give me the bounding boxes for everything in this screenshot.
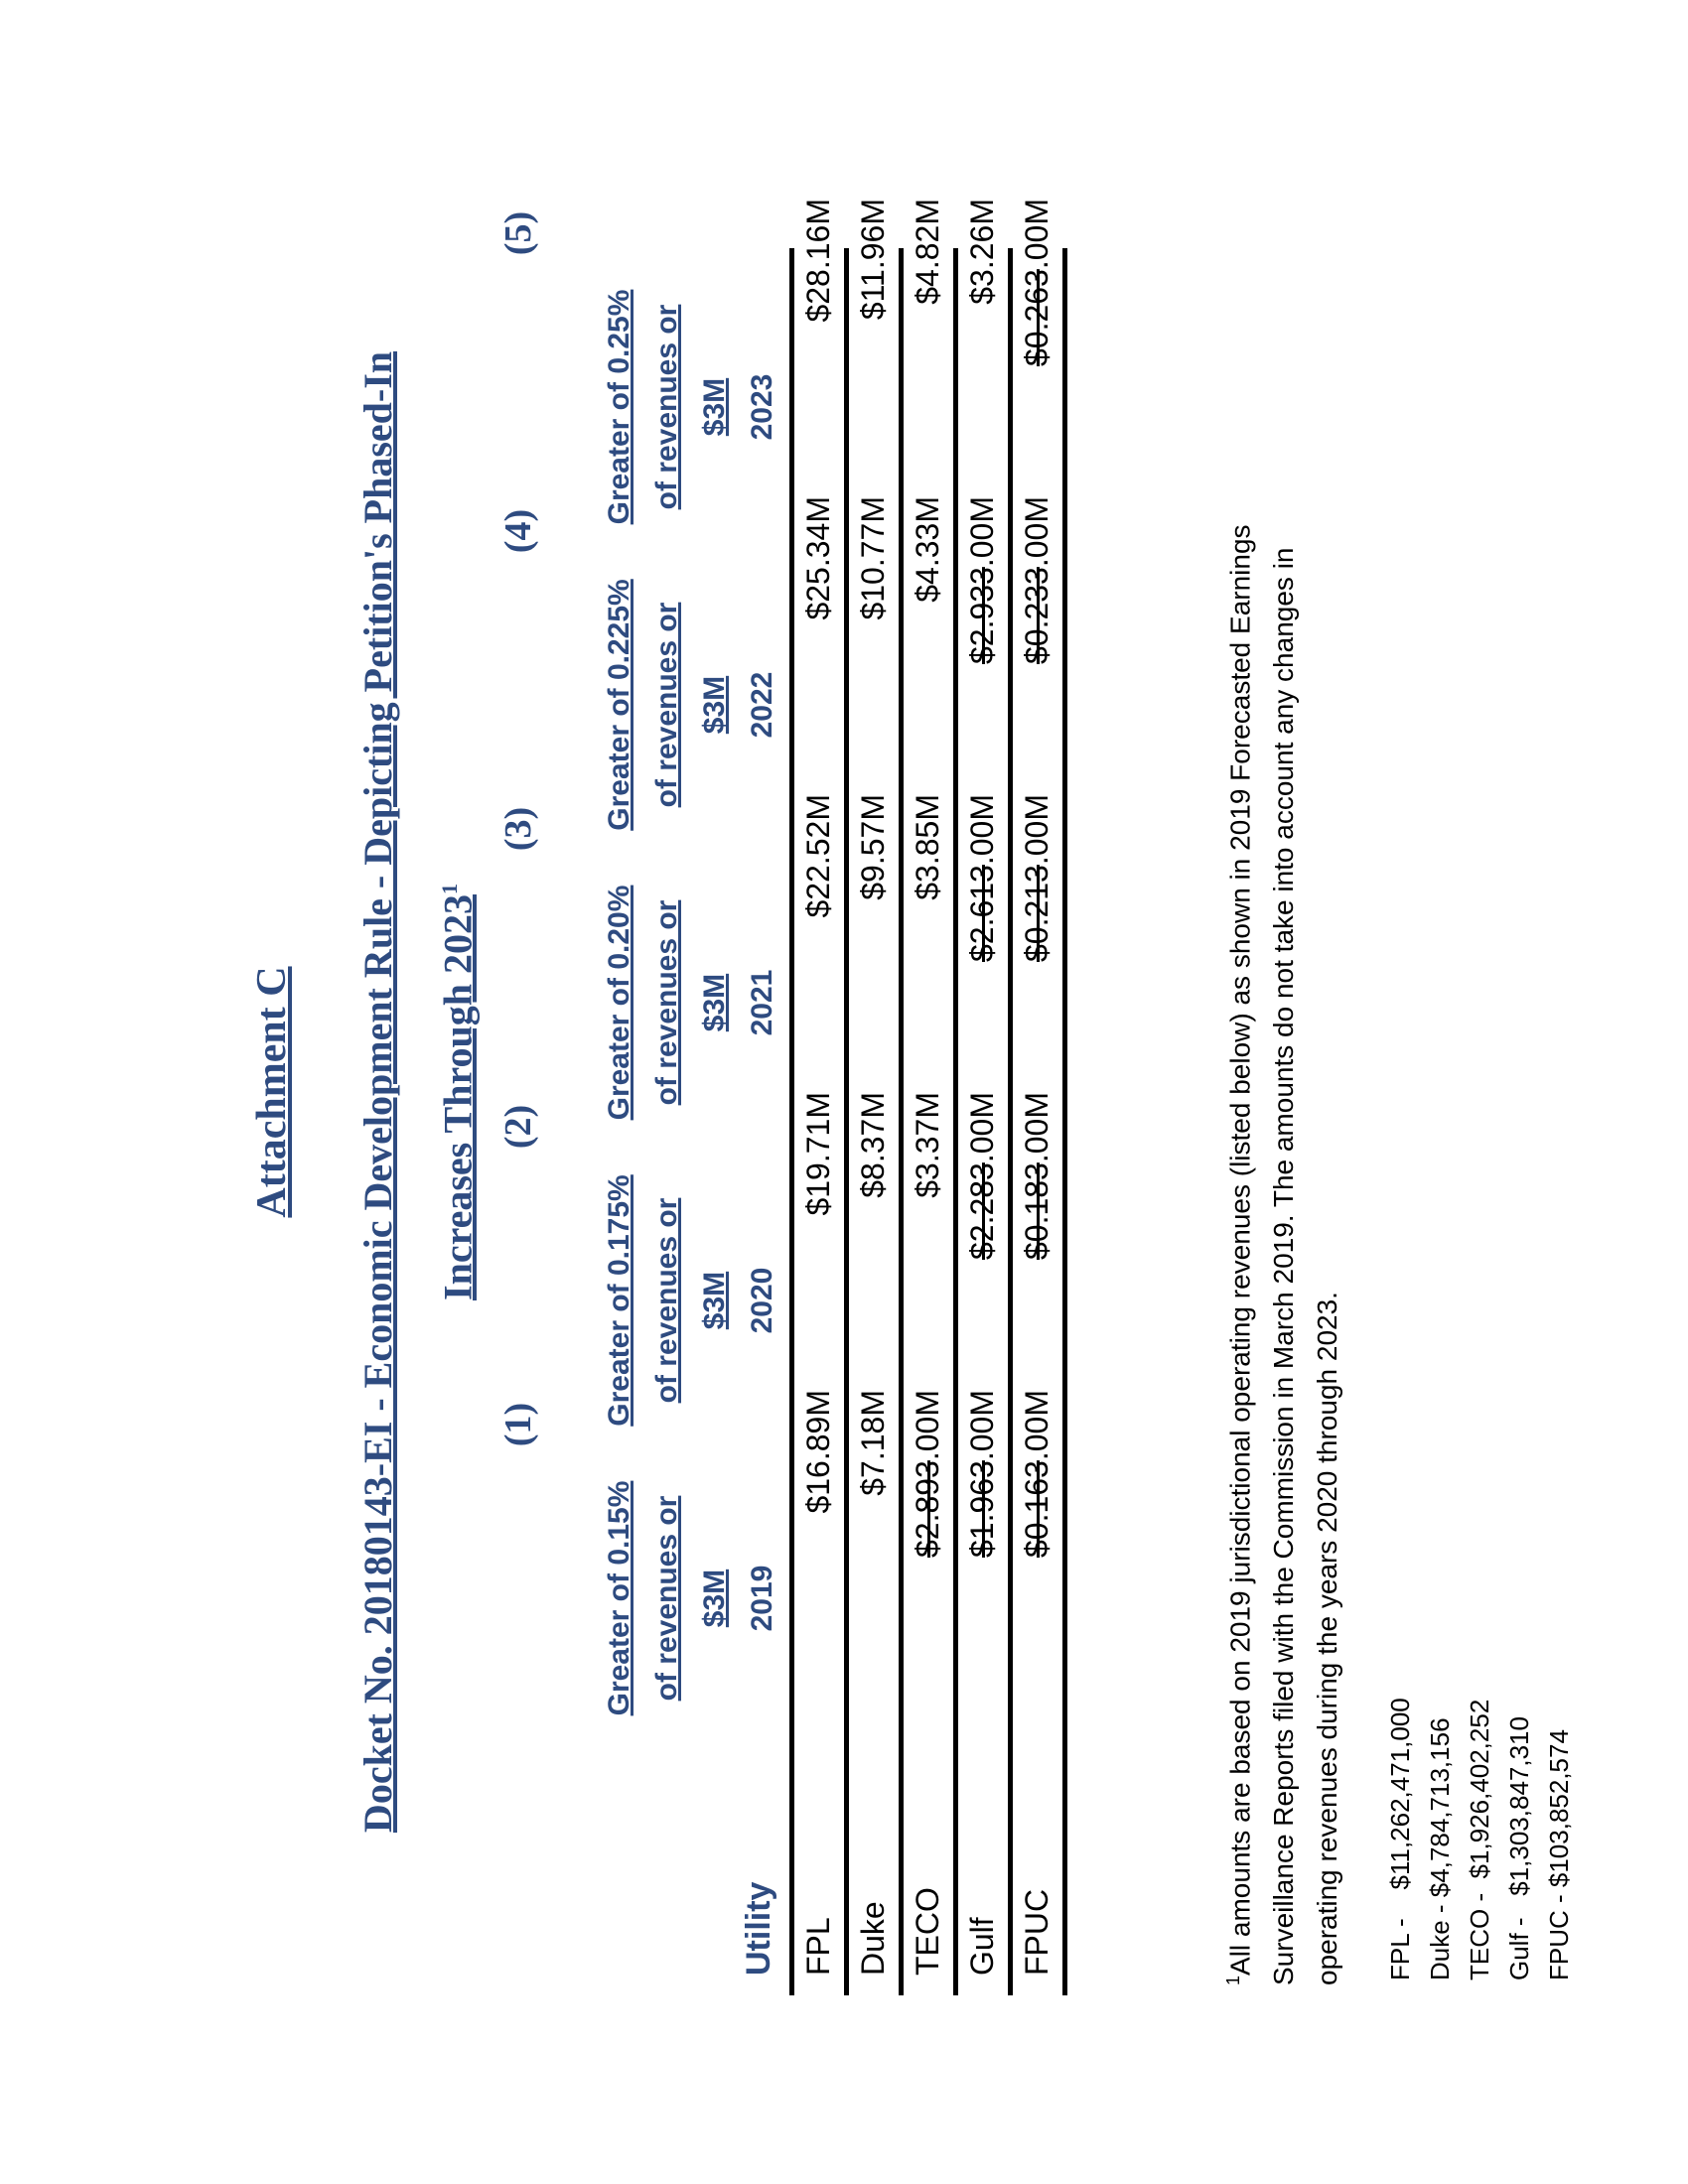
table-row-duke (844, 199, 899, 1995)
table-cell: $0.213.00M (1019, 794, 1055, 963)
table-cell: $2.893.00M (910, 1390, 945, 1559)
title-footnote-mark: 1 (437, 884, 462, 895)
column-number-4: (4) (497, 508, 539, 554)
title-line-1: Docket No. 20180143-EI - Economic Development Rule - Depicting Petition's Phased-In (355, 350, 400, 1834)
table-cell: $0.183.00M (1019, 1092, 1055, 1261)
revenue-item: FPUC - $103,852,574 (1544, 1729, 1574, 1980)
table-cell: $3.85M (910, 794, 945, 900)
title-line-2: Increases Through 2023 (435, 894, 481, 1300)
column-header-2023: Greater of 0.25% of revenues or $3M 2023 (603, 289, 778, 525)
table-cell: $10.77M (855, 496, 891, 620)
table-row-fpl (789, 199, 844, 1995)
column-number-1: (1) (497, 1402, 539, 1447)
table-cell: $2.283.00M (964, 1092, 1000, 1261)
footnote-line-3: operating revenues during the years 2020 through 2023. (1312, 1292, 1343, 1985)
footnote-line-2: Surveillance Reports filed with the Commission in March 2019. The amounts do not take into account any changes in (1268, 547, 1300, 1985)
revenue-list (1380, 1698, 1579, 1980)
table-cell: $2.613.00M (964, 794, 1000, 963)
table-row-teco (899, 199, 953, 1995)
table-cell: $3.37M (910, 1092, 945, 1198)
column-header-2022: Greater of 0.225% of revenues or $3M 2022 (603, 579, 778, 831)
rotated-page (169, 119, 1574, 2065)
table-cell: $22.52M (800, 794, 836, 918)
table-cell: $4.82M (910, 199, 945, 305)
utility-name: Duke (855, 1901, 891, 1976)
table-cell: $9.57M (855, 794, 891, 900)
table-cell: $2.933.00M (964, 496, 1000, 665)
table-cell: $3.26M (964, 199, 1000, 305)
table-cell: $7.18M (855, 1390, 891, 1496)
utility-header: Utility (740, 1881, 777, 1976)
revenue-item: TECO - $1,926,402,252 (1465, 1699, 1494, 1980)
revenue-item: Duke - $4,784,713,156 (1425, 1717, 1455, 1980)
table-cell: $28.16M (800, 199, 836, 323)
column-header-2021: Greater of 0.20% of revenues or $3M 2021 (603, 885, 778, 1121)
document-title (343, 318, 493, 1866)
table-cell: $4.33M (910, 496, 945, 603)
table-row-gulf (953, 199, 1008, 1995)
table-cell: $0.163.00M (1019, 1390, 1055, 1559)
column-number-5: (5) (497, 210, 539, 256)
revenue-item: FPL - $11,262,471,000 (1385, 1698, 1415, 1980)
footnote-line-1: All amounts are based on 2019 jurisdictional operating revenues (listed below) as shown in 2019 Forecasted Earnings (1224, 524, 1256, 1976)
footnote-mark: 1 (1223, 1975, 1243, 1985)
footnote (1211, 496, 1349, 1985)
column-number-3: (3) (497, 806, 539, 852)
table-cell: $16.89M (800, 1390, 836, 1514)
attachment-title: Attachment C (249, 966, 295, 1218)
table-cell: $11.96M (855, 199, 891, 321)
table-cell: $8.37M (855, 1092, 891, 1198)
revenue-item: Gulf - $1,303,847,310 (1504, 1716, 1534, 1980)
table-cell: $25.34M (800, 496, 836, 620)
column-header-2020: Greater of 0.175% of revenues or $3M 2020 (603, 1174, 778, 1427)
utility-name: Gulf (964, 1917, 1000, 1976)
column-header-2019: Greater of 0.15% of revenues or $3M 2019 (603, 1480, 778, 1716)
utility-name: TECO (910, 1887, 945, 1976)
table-row-fpuc (1008, 199, 1067, 1995)
table-cell: $1.963.00M (964, 1390, 1000, 1559)
utility-name: FPL (800, 1917, 836, 1976)
table-cell: $0.233.00M (1019, 496, 1055, 665)
table-cell: $0.263.00M (1019, 199, 1055, 367)
column-number-2: (2) (497, 1104, 539, 1150)
utility-name: FPUC (1019, 1888, 1055, 1976)
table-cell: $19.71M (800, 1092, 836, 1216)
